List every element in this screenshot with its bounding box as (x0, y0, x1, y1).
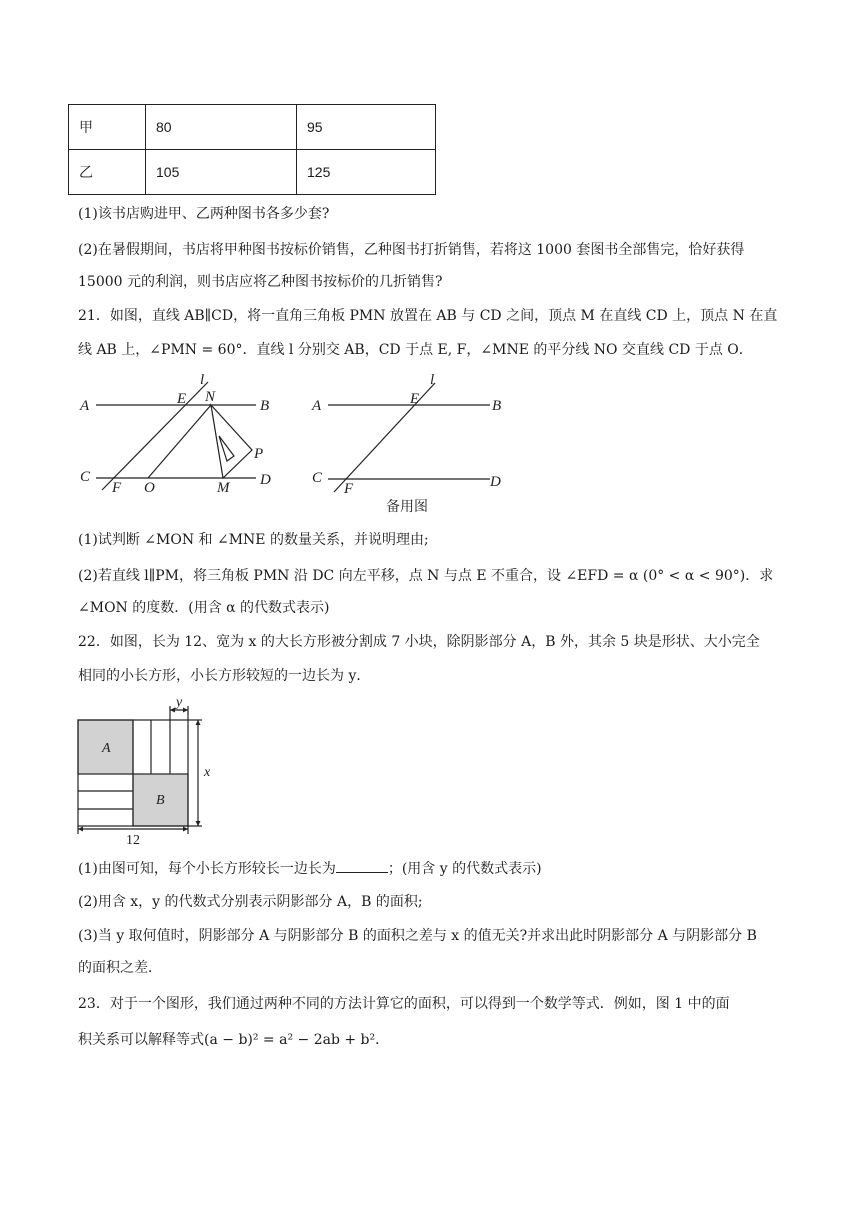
label-p: P (254, 446, 264, 462)
label-m: M (217, 480, 230, 496)
label-d: D (260, 472, 271, 488)
table-cell: 105 (146, 150, 297, 195)
q22-part2: (2)用含 x，y 的代数式分别表示阴影部分 A，B 的面积; (78, 894, 423, 910)
label-o: O (144, 480, 155, 496)
answer-blank (336, 858, 388, 873)
table-row (69, 105, 436, 150)
q22-stem-line2: 相同的小长方形，小长方形较短的一边长为 y． (78, 668, 371, 684)
spare-line-l (334, 383, 435, 492)
spare-label-f: F (344, 481, 354, 497)
q22-stem-line1: 22．如图，长为 12、宽为 x 的大长方形被分割成 7 小块，除阴影部分 A，B 外，其余 5 块是形状、大小完全 (78, 634, 760, 650)
q21-part2-line1: (2)若直线 l∥PM，将三角板 PMN 沿 DC 向左平移，点 N 与点 E 不重合，设 ∠EFD = α (0° < α < 90°)．求 (78, 568, 774, 584)
q20-part2-line1: (2)在暑假期间，书店将甲种图书按标价销售，乙种图书打折销售，若将这 1000 套图书全部售完，恰好获得 (78, 242, 745, 258)
q21-spare-labels (311, 372, 501, 497)
q21-figures (70, 368, 530, 518)
price-table (68, 104, 436, 195)
table-cell: 乙 (69, 150, 146, 195)
label-b: B (156, 793, 165, 808)
q20-part1: (1)该书店购进甲、乙两种图书各多少套? (78, 206, 330, 222)
label-y: y (176, 695, 183, 710)
q23-stem-line2: 积关系可以解释等式(a − b)² = a² − 2ab + b²． (78, 1032, 390, 1048)
triangle-inner (219, 436, 234, 461)
q21-main-figure (96, 382, 256, 490)
q22-part1 (78, 858, 800, 879)
spare-label-d: D (490, 474, 501, 490)
triangle-pmn (211, 405, 252, 478)
q21-spare-figure (328, 383, 490, 492)
table-cell: 80 (146, 105, 297, 150)
q22-part1-suffix: ；(用含 y 的代数式表示) (387, 861, 542, 877)
table-cell: 甲 (69, 105, 146, 150)
table-row (69, 150, 436, 195)
spare-label-b: B (492, 398, 502, 414)
spare-label-e: E (410, 391, 420, 407)
q20-part2-line2: 15000 元的利润，则书店应将乙种图书按标价的几折销售? (78, 274, 443, 290)
table-cell: 95 (297, 105, 436, 150)
label-a: A (80, 398, 90, 414)
spare-figure-caption: 备用图 (386, 500, 428, 515)
spare-label-l: l (430, 372, 435, 388)
label-b: B (260, 398, 270, 414)
table-cell: 125 (297, 150, 436, 195)
q22-figure (70, 694, 220, 850)
q21-part2-line2: ∠MON 的度数．(用含 α 的代数式表示) (78, 600, 330, 616)
q21-part1: (1)试判断 ∠MON 和 ∠MNE 的数量关系，并说明理由; (78, 532, 429, 548)
label-l: l (200, 372, 205, 388)
label-n: N (205, 389, 216, 405)
q22-part3-line1: (3)当 y 取何值时，阴影部分 A 与阴影部分 B 的面积之差与 x 的值无关?并求出此时阴影部分 A 与阴影部分 B (78, 928, 757, 944)
q22-part1-text: (1)由图可知，每个小长方形较长一边长为 (78, 861, 336, 877)
q21-stem-line1: 21．如图，直线 AB∥CD，将一直角三角板 PMN 放置在 AB 与 CD 之间，顶点 M 在直线 CD 上，顶点 N 在直 (78, 308, 778, 324)
q21-stem-line2: 线 AB 上，∠PMN = 60°．直线 l 分别交 AB，CD 于点 E, F，∠MNE 的平分线 NO 交直线 CD 于点 O． (78, 342, 753, 358)
spare-label-a: A (312, 398, 322, 414)
label-length: 12 (126, 833, 140, 848)
label-e: E (177, 391, 187, 407)
line-no (148, 405, 211, 478)
label-c: C (80, 469, 91, 485)
line-l (102, 382, 208, 490)
q22-part3-line2: 的面积之差． (78, 960, 162, 976)
spare-label-c: C (312, 470, 323, 486)
label-a: A (102, 741, 111, 756)
q23-stem-line1: 23．对于一个图形，我们通过两种不同的方法计算它的面积，可以得到一个数学等式．例如，图 1 中的面 (78, 996, 730, 1012)
label-f: F (112, 480, 122, 496)
label-x: x (204, 765, 211, 780)
q21-main-labels (79, 372, 271, 496)
